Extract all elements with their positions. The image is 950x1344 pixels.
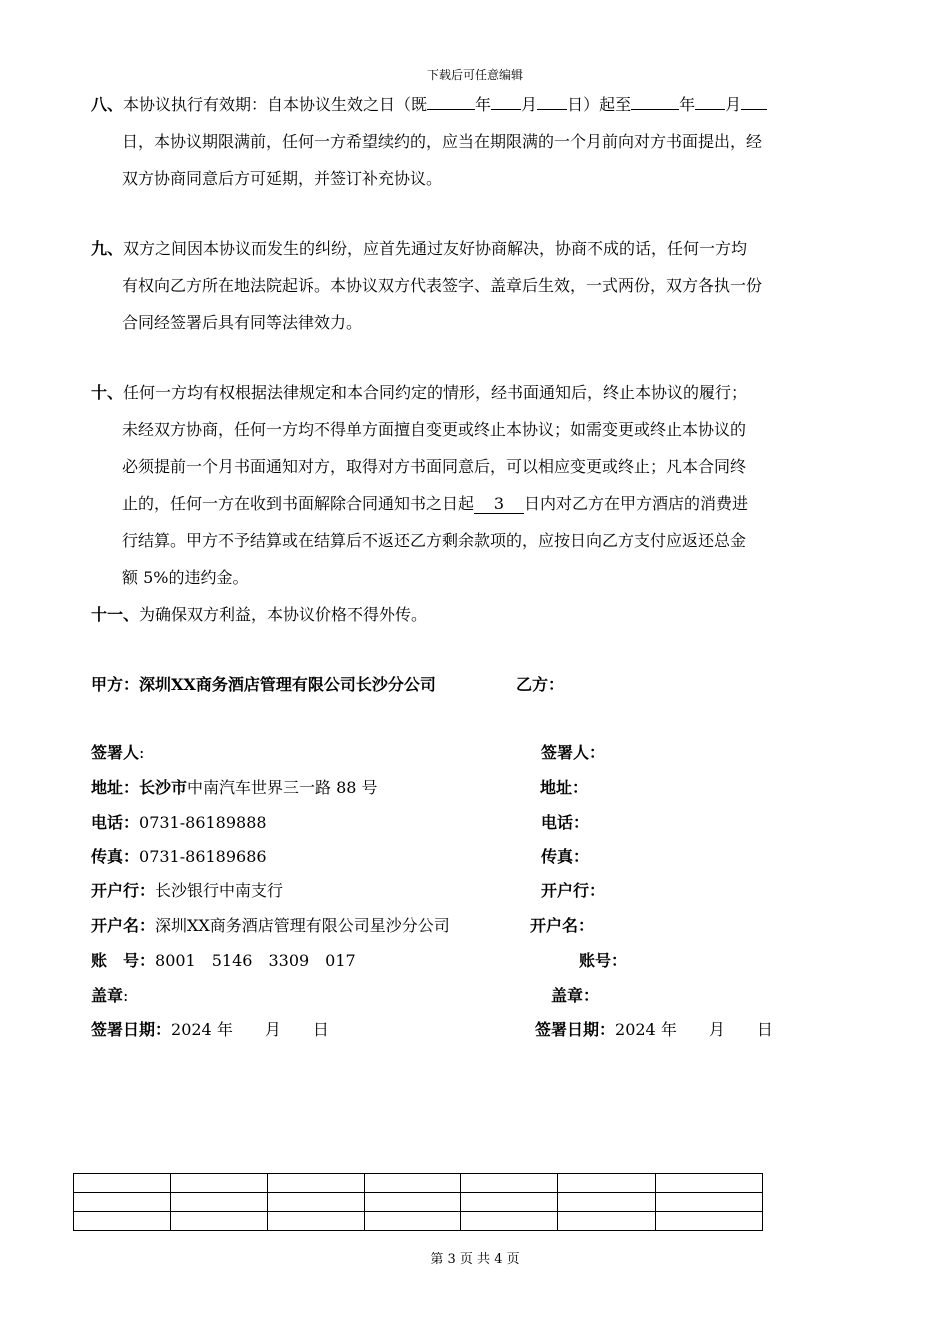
party-a-signer: 签署人: (91, 743, 145, 762)
clause-number: 八、 (91, 95, 124, 114)
party-b-bank: 开户行： (541, 881, 606, 900)
clause-10-line-4: 止的，任何一方在收到书面解除合同通知书之日起 3 日内对乙方在甲方酒店的消费进 (122, 494, 749, 513)
table-cell (656, 1174, 763, 1193)
table-cell (74, 1174, 171, 1193)
clause-8-line-3: 双方协商同意后方可延期，并签订补充协议。 (122, 169, 443, 188)
table-row (74, 1212, 763, 1231)
party-a-label: 甲方：深圳XX商务酒店管理有限公司长沙分公司 (91, 675, 436, 694)
table-cell (267, 1174, 364, 1193)
party-b-date: 签署日期：2024 年 月 日 (535, 1020, 773, 1039)
table-cell (170, 1174, 267, 1193)
clause-9-line-2: 有权向乙方所在地法院起诉。本协议双方代表签字、盖章后生效，一式两份，双方各执一份 (122, 276, 763, 295)
party-b-seal: 盖章： (551, 986, 600, 1005)
table-cell (558, 1193, 656, 1212)
table-row (74, 1193, 763, 1212)
party-a-address: 地址：长沙市中南汽车世界三一路 88 号 (91, 778, 378, 797)
table-cell (656, 1193, 763, 1212)
blank-field (631, 109, 679, 110)
page-footer-number: 第 3 页 共 4 页 (430, 1252, 520, 1267)
table-cell (364, 1212, 461, 1231)
clause-8-line-1: 八、本协议执行有效期：自本协议生效之日（既 年 月 日）起至 年 月 (91, 86, 871, 123)
party-b-address: 地址： (540, 778, 589, 797)
clause-11: 十一、为确保双方利益，本协议价格不得外传。 (91, 605, 428, 624)
party-b-phone: 电话： (541, 813, 590, 832)
clause-9 (91, 230, 871, 341)
table-cell (74, 1193, 171, 1212)
party-a-fax: 传真：0731-86189686 (91, 847, 267, 866)
blank-field (695, 109, 725, 110)
blank-field (427, 109, 475, 110)
table-cell (364, 1174, 461, 1193)
empty-grid-table (73, 1173, 763, 1231)
table-cell (267, 1212, 364, 1231)
party-a-account-no: 账 号：8001 5146 3309 017 (91, 951, 356, 970)
party-b-signer: 签署人： (541, 743, 606, 762)
clause-10-line-6: 额 5%的违约金。 (122, 568, 249, 587)
clause-10-line-5: 行结算。甲方不予结算或在结算后不返还乙方剩余款项的，应按日向乙方支付应返还总金 (122, 531, 747, 550)
party-heading (91, 672, 565, 695)
party-b-fax: 传真： (541, 847, 590, 866)
clause-9-line-1: 九、双方之间因本协议而发生的纠纷，应首先通过友好协商解决，协商不成的话，任何一方均 (91, 239, 748, 258)
clause-number: 九、 (91, 239, 124, 258)
clause-number: 十、 (91, 383, 124, 402)
clause-10-line-1: 十、任何一方均有权根据法律规定和本合同约定的情形，经书面通知后，终止本协议的履行； (91, 383, 748, 402)
party-a-account-name: 开户名：深圳XX商务酒店管理有限公司星沙分公司 (91, 916, 450, 935)
clause-9-line-3: 合同经签署后具有同等法律效力。 (122, 313, 363, 332)
table-cell (656, 1212, 763, 1231)
blank-field (537, 109, 567, 110)
clause-number: 十一、 (91, 605, 140, 624)
party-b-account-name: 开户名： (530, 916, 595, 935)
party-a-bank: 开户行：长沙银行中南支行 (91, 881, 284, 900)
days-field: 3 (474, 495, 524, 514)
table-row (74, 1174, 763, 1193)
table-cell (170, 1212, 267, 1231)
table-cell (558, 1174, 656, 1193)
party-b-account-no: 账号： (579, 951, 628, 970)
blank-field (741, 109, 767, 110)
table-cell (74, 1212, 171, 1231)
clause-10-line-2: 未经双方协商，任何一方均不得单方面擅自变更或终止本协议；如需变更或终止本协议的 (122, 420, 747, 439)
table-cell (170, 1193, 267, 1212)
clause-8 (91, 86, 871, 197)
clause-10-line-3: 必须提前一个月书面通知对方，取得对方书面同意后，可以相应变更或终止；凡本合同终 (122, 457, 747, 476)
table-cell (461, 1193, 558, 1212)
clause-10 (91, 374, 871, 596)
blank-field (491, 109, 521, 110)
party-b-label: 乙方： (516, 675, 565, 694)
table-cell (461, 1174, 558, 1193)
clause-8-line-2: 日，本协议期限满前，任何一方希望续约的，应当在期限满的一个月前向对方书面提出，经 (122, 132, 763, 151)
table-cell (267, 1193, 364, 1212)
page-header-note: 下载后可任意编辑 (426, 68, 523, 82)
table-cell (558, 1212, 656, 1231)
table-cell (461, 1212, 558, 1231)
party-a-seal: 盖章: (91, 986, 129, 1005)
table-cell (364, 1193, 461, 1212)
party-a-date: 签署日期：2024 年 月 日 (91, 1020, 329, 1039)
party-a-phone: 电话：0731-86189888 (91, 813, 267, 832)
